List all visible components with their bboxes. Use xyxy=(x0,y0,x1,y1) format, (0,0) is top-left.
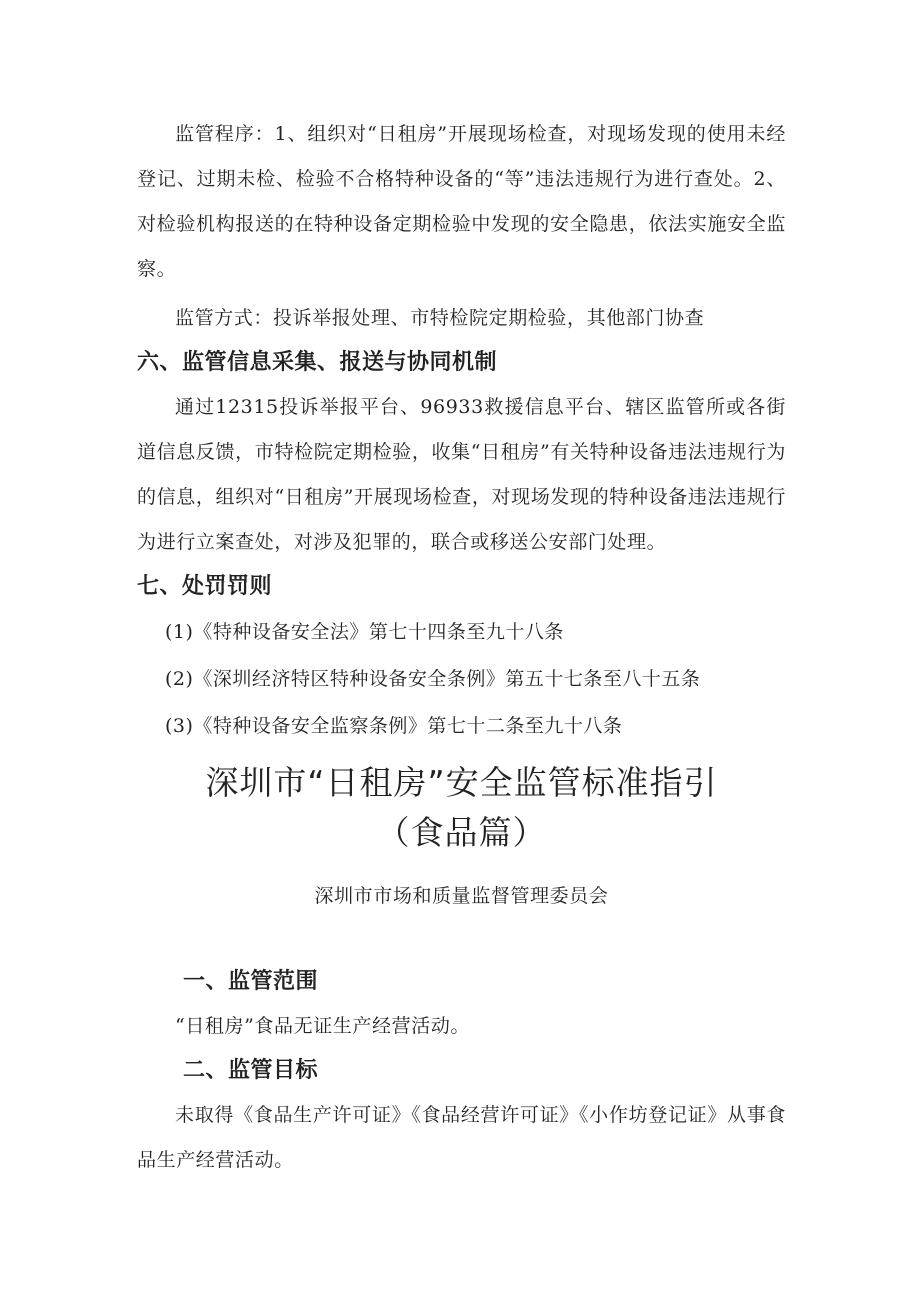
heading-section-6: 六、监管信息采集、报送与协同机制 xyxy=(137,350,498,375)
issuing-organization: 深圳市市场和质量监督管理委员会 xyxy=(314,885,609,907)
paragraph-procedure: 监管程序：1、组织对“日租房”开展现场检查，对现场发现的使用未经登记、过期未检、检验不合格特种设备的“等”违法违规行为进行查处。2、对检验机构报送的在特种设备定期检验中发现的安全隐患，依法实施安全监察。 xyxy=(137,123,786,280)
list-item: (1)《特种设备安全法》第七十四条至九十八条 xyxy=(165,621,564,643)
paragraph-target: 未取得《食品生产许可证》《食品经营许可证》《小作坊登记证》从事食品生产经营活动。 xyxy=(137,1104,786,1171)
heading-section-1: 一、监管范围 xyxy=(183,969,319,994)
list-item: (2)《深圳经济特区特种设备安全条例》第五十七条至八十五条 xyxy=(165,668,701,690)
heading-section-2: 二、监管目标 xyxy=(183,1058,319,1083)
paragraph-method: 监管方式：投诉举报处理、市特检院定期检验，其他部门协查 xyxy=(175,307,705,329)
paragraph-info-collection: 通过12315投诉举报平台、96933救援信息平台、辖区监管所或各街道信息反馈，市特检院定期检验，收集“日租房”有关特种设备违法违规行为的信息，组织对“日租房”开展现场检查，对现场发现的特种设备违法违规行为进行立案查处，对涉及犯罪的，联合或移送公安部门处理。 xyxy=(137,396,786,553)
heading-section-7: 七、处罚罚则 xyxy=(137,574,273,599)
document-title: 深圳市“日租房”安全监管标准指引 xyxy=(205,763,718,802)
document-subtitle: （食品篇） xyxy=(376,813,547,852)
list-item: (3)《特种设备安全监察条例》第七十二条至九十八条 xyxy=(165,715,623,737)
paragraph-scope: “日租房”食品无证生产经营活动。 xyxy=(175,1015,471,1037)
